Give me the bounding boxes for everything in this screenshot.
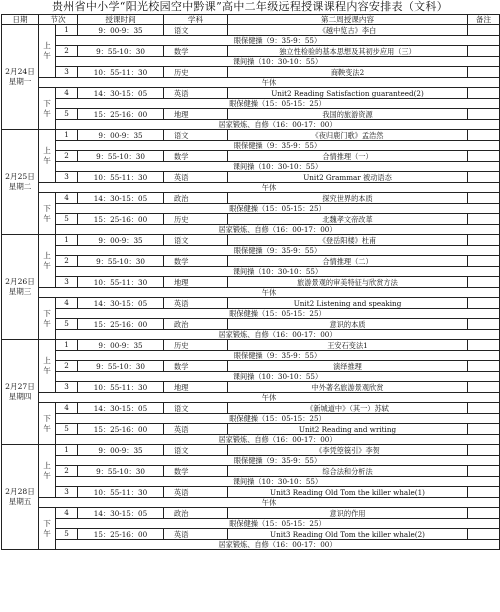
afternoon-label: 下午 — [43, 518, 51, 538]
class-content: 探究世界的本质 — [228, 193, 468, 204]
break-text: 眼保健操（9：35-9：55） — [56, 351, 500, 361]
afternoon-label: 下午 — [43, 413, 51, 433]
class-subject: 英语 — [164, 298, 228, 309]
header-row — [2, 15, 500, 25]
day-weekday: 星期四 — [8, 392, 32, 401]
class-row — [2, 445, 500, 456]
class-content: 独立性检验的基本思想及其初步应用（三） — [228, 46, 468, 57]
break-text: 居家锻炼、自修（16：00-17：00） — [56, 435, 500, 445]
break-row — [2, 57, 500, 67]
period-number: 2 — [56, 46, 78, 57]
class-subject: 政治 — [164, 319, 228, 330]
break-row — [2, 519, 500, 529]
break-text: 居家锻炼、自修（16：00-17：00） — [56, 225, 500, 235]
class-subject: 英语 — [164, 487, 228, 498]
period-number: 5 — [56, 109, 78, 120]
break-text: 课间操（10：30-10：55） — [56, 267, 500, 277]
class-note — [468, 319, 500, 330]
class-content: 我国的旅游资源 — [228, 109, 468, 120]
header-content: 第二周授课内容 — [228, 15, 468, 25]
class-time: 10：55-11：30 — [78, 487, 164, 498]
class-note — [468, 193, 500, 204]
class-time: 9：00-9：35 — [78, 130, 164, 141]
morning-label: 上午 — [43, 356, 51, 375]
period-number: 3 — [56, 172, 78, 183]
period-number: 3 — [56, 277, 78, 288]
break-row — [2, 120, 500, 130]
lunch-text: 午休 — [39, 183, 500, 193]
break-row — [2, 204, 500, 214]
class-row — [2, 25, 500, 36]
break-text: 眼保健操（9：35-9：55） — [56, 36, 500, 46]
class-subject: 历史 — [164, 67, 228, 78]
class-subject: 英语 — [164, 529, 228, 540]
lunch-text: 午休 — [39, 78, 500, 88]
class-time: 14：30-15：05 — [78, 403, 164, 414]
class-note — [468, 109, 500, 120]
day-date: 2月25日 — [5, 172, 35, 181]
break-row — [2, 351, 500, 361]
class-row — [2, 172, 500, 183]
break-row — [2, 225, 500, 235]
class-note — [468, 424, 500, 435]
class-time: 15：25-16：00 — [78, 214, 164, 225]
morning-label-cell — [39, 130, 56, 183]
day-cell — [2, 340, 39, 445]
class-time: 15：25-16：00 — [78, 529, 164, 540]
class-content: 演绎推理 — [228, 361, 468, 372]
period-number: 1 — [56, 235, 78, 246]
class-time: 15：25-16：00 — [78, 109, 164, 120]
class-content: 《登岳阳楼》杜甫 — [228, 235, 468, 246]
period-number: 5 — [56, 214, 78, 225]
period-number: 5 — [56, 319, 78, 330]
class-note — [468, 277, 500, 288]
class-row — [2, 466, 500, 477]
day-weekday: 星期二 — [8, 182, 32, 191]
break-text: 居家锻炼、自修（16：00-17：00） — [56, 330, 500, 340]
morning-label-cell — [39, 25, 56, 78]
class-row — [2, 487, 500, 498]
period-number: 5 — [56, 529, 78, 540]
class-note — [468, 172, 500, 183]
period-number: 4 — [56, 403, 78, 414]
class-note — [468, 340, 500, 351]
class-note — [468, 445, 500, 456]
class-subject: 历史 — [164, 340, 228, 351]
class-content: 《越中览古》李白 — [228, 25, 468, 36]
class-subject: 数学 — [164, 256, 228, 267]
day-date: 2月26日 — [5, 277, 35, 286]
class-row — [2, 508, 500, 519]
class-time: 14：30-15：05 — [78, 88, 164, 99]
class-time: 9：55-10：30 — [78, 466, 164, 477]
class-subject: 地理 — [164, 382, 228, 393]
day-date: 2月28日 — [5, 487, 35, 496]
class-subject: 政治 — [164, 193, 228, 204]
break-row — [2, 141, 500, 151]
break-text: 课间操（10：30-10：55） — [56, 372, 500, 382]
period-number: 4 — [56, 193, 78, 204]
class-subject: 语文 — [164, 403, 228, 414]
morning-label-cell — [39, 235, 56, 288]
period-number: 1 — [56, 445, 78, 456]
break-row — [2, 246, 500, 256]
day-weekday: 星期三 — [8, 287, 32, 296]
day-cell — [2, 25, 39, 130]
break-text: 眼保健操（9：35-9：55） — [56, 141, 500, 151]
lunch-row — [2, 78, 500, 88]
class-note — [468, 130, 500, 141]
period-number: 3 — [56, 487, 78, 498]
class-subject: 语文 — [164, 25, 228, 36]
class-content: 王安石变法1 — [228, 340, 468, 351]
break-row — [2, 435, 500, 445]
break-row — [2, 99, 500, 109]
class-note — [468, 403, 500, 414]
class-time: 9：55-10：30 — [78, 46, 164, 57]
class-subject: 地理 — [164, 277, 228, 288]
break-text: 课间操（10：30-10：55） — [56, 57, 500, 67]
class-time: 10：55-11：30 — [78, 277, 164, 288]
class-content: 旅游景观的审美特征与欣赏方法 — [228, 277, 468, 288]
day-cell — [2, 235, 39, 340]
class-subject: 英语 — [164, 172, 228, 183]
class-time: 10：55-11：30 — [78, 172, 164, 183]
class-subject: 语文 — [164, 130, 228, 141]
class-time: 9：00-9：35 — [78, 340, 164, 351]
class-subject: 语文 — [164, 235, 228, 246]
class-content: 意识的作用 — [228, 508, 468, 519]
class-note — [468, 151, 500, 162]
class-content: 北魏孝文帝改革 — [228, 214, 468, 225]
break-text: 眼保健操（15：05-15：25） — [56, 309, 500, 319]
class-row — [2, 235, 500, 246]
morning-label-cell — [39, 445, 56, 498]
header-subject: 学科 — [164, 15, 228, 25]
break-row — [2, 414, 500, 424]
period-number: 2 — [56, 151, 78, 162]
class-time: 10：55-11：30 — [78, 67, 164, 78]
break-text: 居家锻炼、自修（16：00-17：00） — [56, 120, 500, 130]
day-date: 2月24日 — [5, 67, 35, 76]
class-subject: 英语 — [164, 88, 228, 99]
class-note — [468, 382, 500, 393]
break-text: 眼保健操（15：05-15：25） — [56, 99, 500, 109]
schedule-table — [1, 14, 500, 550]
lunch-row — [2, 498, 500, 508]
class-row — [2, 214, 500, 225]
class-row — [2, 382, 500, 393]
period-number: 3 — [56, 382, 78, 393]
class-content: 《新城道中》（其一）苏轼 — [228, 403, 468, 414]
class-time: 15：25-16：00 — [78, 319, 164, 330]
break-row — [2, 456, 500, 466]
day-cell — [2, 445, 39, 550]
period-number: 2 — [56, 256, 78, 267]
class-content: Unit2 Grammar 被动语态 — [228, 172, 468, 183]
afternoon-label-cell — [39, 403, 56, 445]
day-cell — [2, 130, 39, 235]
afternoon-label-cell — [39, 298, 56, 340]
class-subject: 政治 — [164, 508, 228, 519]
period-number: 4 — [56, 508, 78, 519]
morning-label: 上午 — [43, 461, 51, 480]
class-row — [2, 193, 500, 204]
class-row — [2, 67, 500, 78]
period-number: 4 — [56, 88, 78, 99]
break-row — [2, 309, 500, 319]
class-content: Unit2 Reading and writing — [228, 424, 468, 435]
class-row — [2, 403, 500, 414]
break-text: 眼保健操（15：05-15：25） — [56, 519, 500, 529]
class-time: 9：00-9：35 — [78, 25, 164, 36]
class-subject: 英语 — [164, 424, 228, 435]
break-row — [2, 267, 500, 277]
lunch-text: 午休 — [39, 288, 500, 298]
class-time: 9：00-9：35 — [78, 235, 164, 246]
class-row — [2, 361, 500, 372]
lunch-text: 午休 — [39, 393, 500, 403]
class-subject: 语文 — [164, 445, 228, 456]
break-row — [2, 330, 500, 340]
class-content: 中外著名旅游景观欣赏 — [228, 382, 468, 393]
period-number: 3 — [56, 67, 78, 78]
break-text: 课间操（10：30-10：55） — [56, 162, 500, 172]
break-text: 眼保健操（15：05-15：25） — [56, 204, 500, 214]
break-row — [2, 540, 500, 550]
class-row — [2, 319, 500, 330]
class-note — [468, 529, 500, 540]
class-content: Unit2 Reading Satisfaction guaranteed(2) — [228, 88, 468, 99]
class-content: Unit3 Reading Old Tom the killer whale(1) — [228, 487, 468, 498]
period-number: 2 — [56, 466, 78, 477]
header-time: 授课时间 — [78, 15, 164, 25]
class-subject: 数学 — [164, 151, 228, 162]
afternoon-label-cell — [39, 88, 56, 130]
afternoon-label: 下午 — [43, 203, 51, 223]
class-row — [2, 151, 500, 162]
afternoon-label-cell — [39, 508, 56, 550]
class-content: 商鞅变法2 — [228, 67, 468, 78]
class-content: 综合法和分析法 — [228, 466, 468, 477]
class-note — [468, 67, 500, 78]
afternoon-label: 下午 — [43, 98, 51, 118]
class-note — [468, 46, 500, 57]
page-title: 贵州省中小学“阳光校园空中黔课”高中二年级远程授课课程内容安排表（文科） — [51, 0, 449, 13]
break-row — [2, 477, 500, 487]
class-time: 10：55-11：30 — [78, 382, 164, 393]
class-row — [2, 109, 500, 120]
class-note — [468, 256, 500, 267]
class-note — [468, 235, 500, 246]
class-time: 9：55-10：30 — [78, 256, 164, 267]
class-row — [2, 424, 500, 435]
class-row — [2, 46, 500, 57]
class-time: 14：30-15：05 — [78, 298, 164, 309]
class-content: 合情推理（二） — [228, 256, 468, 267]
class-subject: 数学 — [164, 466, 228, 477]
break-text: 居家锻炼、自修（16：00-17：00） — [56, 540, 500, 550]
break-text: 眼保健操（9：35-9：55） — [56, 456, 500, 466]
morning-label: 上午 — [43, 251, 51, 270]
class-content: 意识的本质 — [228, 319, 468, 330]
header-date: 日期 — [2, 15, 39, 25]
break-row — [2, 372, 500, 382]
day-weekday: 星期五 — [8, 497, 32, 506]
lunch-row — [2, 183, 500, 193]
lunch-row — [2, 288, 500, 298]
day-weekday: 星期一 — [8, 77, 32, 86]
class-row — [2, 130, 500, 141]
period-number: 2 — [56, 361, 78, 372]
class-note — [468, 298, 500, 309]
header-period: 节次 — [39, 15, 78, 25]
class-content: 合情推理（一） — [228, 151, 468, 162]
break-row — [2, 36, 500, 46]
class-note — [468, 214, 500, 225]
day-date: 2月27日 — [5, 382, 35, 391]
period-number: 1 — [56, 130, 78, 141]
class-time: 15：25-16：00 — [78, 424, 164, 435]
class-content: Unit3 Reading Old Tom the killer whale(2) — [228, 529, 468, 540]
class-row — [2, 277, 500, 288]
class-note — [468, 466, 500, 477]
morning-label: 上午 — [43, 146, 51, 165]
class-time: 9：55-10：30 — [78, 151, 164, 162]
period-number: 5 — [56, 424, 78, 435]
header-note: 备注 — [468, 15, 500, 25]
class-subject: 数学 — [164, 46, 228, 57]
afternoon-label: 下午 — [43, 308, 51, 328]
lunch-row — [2, 393, 500, 403]
class-content: 《李凭箜篌引》李贺 — [228, 445, 468, 456]
lunch-text: 午休 — [39, 498, 500, 508]
break-row — [2, 162, 500, 172]
morning-label: 上午 — [43, 41, 51, 60]
class-time: 9：55-10：30 — [78, 361, 164, 372]
class-subject: 历史 — [164, 214, 228, 225]
class-row — [2, 529, 500, 540]
class-note — [468, 361, 500, 372]
class-content: 《夜归鹿门歌》孟浩然 — [228, 130, 468, 141]
class-subject: 数学 — [164, 361, 228, 372]
class-time: 14：30-15：05 — [78, 193, 164, 204]
break-text: 课间操（10：30-10：55） — [56, 477, 500, 487]
class-row — [2, 340, 500, 351]
class-content: Unit2 Listening and speaking — [228, 298, 468, 309]
afternoon-label-cell — [39, 193, 56, 235]
class-row — [2, 256, 500, 267]
break-text: 眼保健操（9：35-9：55） — [56, 246, 500, 256]
class-row — [2, 88, 500, 99]
class-time: 14：30-15：05 — [78, 508, 164, 519]
class-subject: 地理 — [164, 109, 228, 120]
class-time: 9：00-9：35 — [78, 445, 164, 456]
class-note — [468, 25, 500, 36]
period-number: 4 — [56, 298, 78, 309]
class-row — [2, 298, 500, 309]
class-note — [468, 88, 500, 99]
class-note — [468, 487, 500, 498]
period-number: 1 — [56, 25, 78, 36]
break-text: 眼保健操（15：05-15：25） — [56, 414, 500, 424]
morning-label-cell — [39, 340, 56, 393]
period-number: 1 — [56, 340, 78, 351]
class-note — [468, 508, 500, 519]
